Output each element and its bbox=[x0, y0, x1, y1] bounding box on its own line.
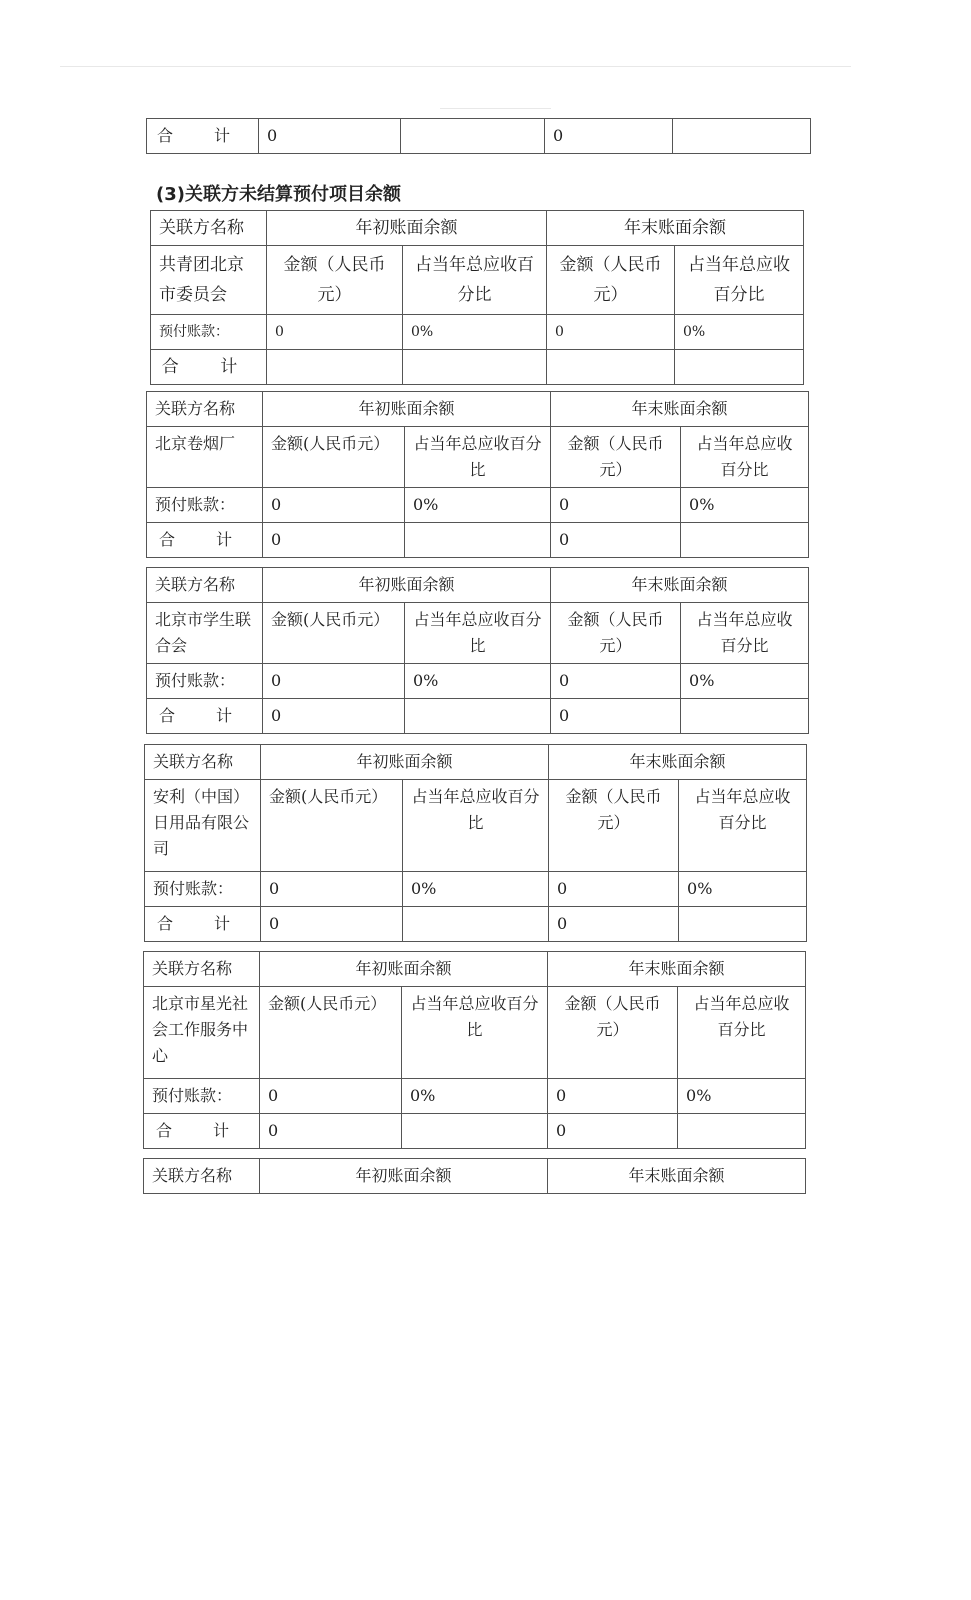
amount-header: 金额(人民币元） bbox=[261, 780, 403, 872]
party-name: 北京市学生联合会 bbox=[147, 603, 263, 664]
percent-header: 占当年总应收百分比 bbox=[678, 987, 806, 1079]
end-balance-header: 年末账面余额 bbox=[549, 745, 807, 780]
total-end-amount: 0 bbox=[545, 119, 673, 154]
prepaid-end-percent: 0% bbox=[681, 664, 809, 699]
prepaid-end-percent: 0% bbox=[675, 315, 804, 350]
amount-header: 金额（人民币元） bbox=[548, 987, 678, 1079]
related-party-table-4 bbox=[144, 744, 807, 942]
empty-cell bbox=[405, 523, 551, 558]
total-label: 合 计 bbox=[151, 350, 267, 385]
begin-balance-header: 年初账面余额 bbox=[260, 1159, 548, 1194]
empty-cell bbox=[681, 523, 809, 558]
total-begin-amount: 0 bbox=[259, 119, 401, 154]
total-begin-amount: 0 bbox=[261, 907, 403, 942]
end-balance-header: 年末账面余额 bbox=[551, 568, 809, 603]
prepaid-label: 预付账款： bbox=[147, 488, 263, 523]
total-label: 合 计 bbox=[147, 699, 263, 734]
related-party-table-5 bbox=[143, 951, 806, 1149]
amount-header: 金额（人民币元） bbox=[267, 246, 403, 315]
prepaid-end-amount: 0 bbox=[547, 315, 675, 350]
prepaid-begin-percent: 0% bbox=[402, 1079, 548, 1114]
percent-header: 占当年总应收百分比 bbox=[679, 780, 807, 872]
amount-header: 金额（人民币元） bbox=[549, 780, 679, 872]
amount-header: 金额（人民币元） bbox=[547, 246, 675, 315]
party-name: 北京卷烟厂 bbox=[147, 427, 263, 488]
party-name-header: 关联方名称 bbox=[144, 1159, 260, 1194]
prepaid-end-amount: 0 bbox=[551, 488, 681, 523]
party-name-header: 关联方名称 bbox=[144, 952, 260, 987]
total-end-amount bbox=[547, 350, 675, 385]
scan-artifact bbox=[440, 108, 551, 109]
total-begin-amount bbox=[267, 350, 403, 385]
prepaid-begin-percent: 0% bbox=[403, 315, 547, 350]
prepaid-end-amount: 0 bbox=[549, 872, 679, 907]
party-name: 安利（中国）日用品有限公司 bbox=[145, 780, 261, 872]
prepaid-begin-amount: 0 bbox=[260, 1079, 402, 1114]
prepaid-end-percent: 0% bbox=[678, 1079, 806, 1114]
section-heading: (3)关联方未结算预付项目余额 bbox=[156, 184, 401, 205]
amount-header: 金额（人民币元） bbox=[551, 603, 681, 664]
begin-balance-header: 年初账面余额 bbox=[261, 745, 549, 780]
amount-header: 金额（人民币元） bbox=[551, 427, 681, 488]
amount-header: 金额(人民币元） bbox=[263, 603, 405, 664]
top-total-table bbox=[146, 118, 811, 154]
related-party-table-2 bbox=[146, 391, 809, 558]
amount-header: 金额(人民币元） bbox=[260, 987, 402, 1079]
prepaid-begin-percent: 0% bbox=[403, 872, 549, 907]
percent-header: 占当年总应收百分比 bbox=[402, 987, 548, 1079]
begin-balance-header: 年初账面余额 bbox=[260, 952, 548, 987]
total-end-amount: 0 bbox=[548, 1114, 678, 1149]
empty-cell bbox=[678, 1114, 806, 1149]
percent-header: 占当年总应收百分比 bbox=[403, 246, 547, 315]
prepaid-begin-amount: 0 bbox=[263, 664, 405, 699]
prepaid-begin-amount: 0 bbox=[267, 315, 403, 350]
total-label: 合 计 bbox=[145, 907, 261, 942]
total-begin-amount: 0 bbox=[263, 699, 405, 734]
prepaid-end-percent: 0% bbox=[681, 488, 809, 523]
begin-balance-header: 年初账面余额 bbox=[263, 392, 551, 427]
total-end-amount: 0 bbox=[551, 523, 681, 558]
total-label: 合 计 bbox=[144, 1114, 260, 1149]
end-balance-header: 年末账面余额 bbox=[551, 392, 809, 427]
percent-header: 占当年总应收百分比 bbox=[681, 427, 809, 488]
prepaid-begin-percent: 0% bbox=[405, 488, 551, 523]
related-party-table-1 bbox=[150, 210, 804, 385]
prepaid-label: 预付账款： bbox=[145, 872, 261, 907]
total-begin-amount: 0 bbox=[260, 1114, 402, 1149]
prepaid-label: 预付账款： bbox=[151, 315, 267, 350]
party-name: 共青团北京市委员会 bbox=[151, 246, 267, 315]
prepaid-end-percent: 0% bbox=[679, 872, 807, 907]
end-balance-header: 年末账面余额 bbox=[548, 952, 806, 987]
empty-cell bbox=[405, 699, 551, 734]
amount-header: 金额(人民币元） bbox=[263, 427, 405, 488]
percent-header: 占当年总应收百分比 bbox=[675, 246, 804, 315]
end-balance-header: 年末账面余额 bbox=[547, 211, 804, 246]
party-name-header: 关联方名称 bbox=[151, 211, 267, 246]
percent-header: 占当年总应收百分比 bbox=[405, 427, 551, 488]
begin-balance-header: 年初账面余额 bbox=[267, 211, 547, 246]
empty-cell bbox=[673, 119, 811, 154]
empty-cell bbox=[401, 119, 545, 154]
empty-cell bbox=[403, 350, 547, 385]
total-label: 合 计 bbox=[147, 523, 263, 558]
prepaid-begin-percent: 0% bbox=[405, 664, 551, 699]
party-name-header: 关联方名称 bbox=[147, 568, 263, 603]
empty-cell bbox=[402, 1114, 548, 1149]
percent-header: 占当年总应收百分比 bbox=[403, 780, 549, 872]
prepaid-end-amount: 0 bbox=[548, 1079, 678, 1114]
empty-cell bbox=[679, 907, 807, 942]
percent-header: 占当年总应收百分比 bbox=[405, 603, 551, 664]
prepaid-label: 预付账款： bbox=[144, 1079, 260, 1114]
party-name-header: 关联方名称 bbox=[145, 745, 261, 780]
end-balance-header: 年末账面余额 bbox=[548, 1159, 806, 1194]
prepaid-begin-amount: 0 bbox=[263, 488, 405, 523]
prepaid-label: 预付账款： bbox=[147, 664, 263, 699]
related-party-table-3 bbox=[146, 567, 809, 734]
related-party-table-6 bbox=[143, 1158, 806, 1194]
scan-artifact bbox=[60, 66, 851, 67]
prepaid-end-amount: 0 bbox=[551, 664, 681, 699]
total-begin-amount: 0 bbox=[263, 523, 405, 558]
empty-cell bbox=[681, 699, 809, 734]
begin-balance-header: 年初账面余额 bbox=[263, 568, 551, 603]
total-end-amount: 0 bbox=[551, 699, 681, 734]
party-name-header: 关联方名称 bbox=[147, 392, 263, 427]
empty-cell bbox=[403, 907, 549, 942]
prepaid-begin-amount: 0 bbox=[261, 872, 403, 907]
party-name: 北京市星光社会工作服务中心 bbox=[144, 987, 260, 1079]
total-end-amount: 0 bbox=[549, 907, 679, 942]
empty-cell bbox=[675, 350, 804, 385]
percent-header: 占当年总应收百分比 bbox=[681, 603, 809, 664]
total-label: 合 计 bbox=[147, 119, 259, 154]
